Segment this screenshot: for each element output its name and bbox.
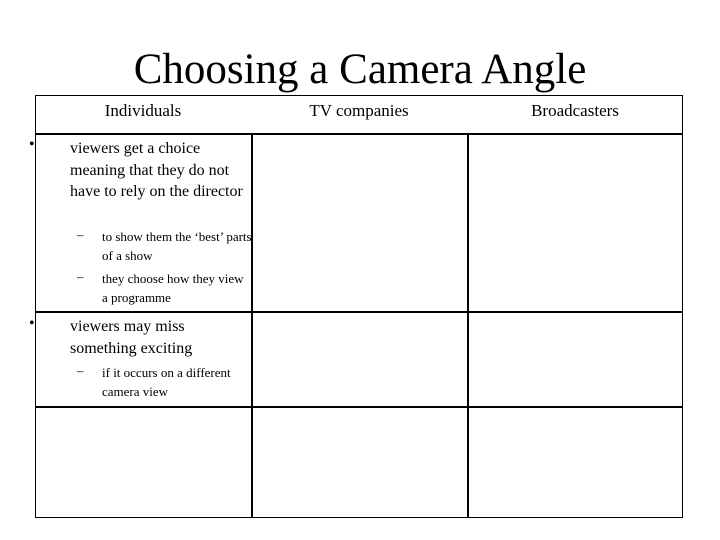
bullet-marker: • <box>29 136 35 153</box>
dash-marker: – <box>77 269 84 284</box>
row-divider-2 <box>35 406 683 408</box>
header-individuals: Individuals <box>104 101 182 120</box>
slide-title: Choosing a Camera Angle <box>133 46 587 93</box>
header-tv-companies: TV companies <box>309 101 409 120</box>
sub-bullet-text: to show them the ‘best’ parts of a show <box>102 229 252 263</box>
bullet-text: viewers may miss something exciting <box>70 318 193 357</box>
row1-individuals-cell <box>29 133 252 311</box>
header-broadcasters: Broadcasters <box>531 101 619 120</box>
bullet-text: viewers get a choice meaning that they do not have to rely on the director <box>70 140 243 200</box>
dash-marker: – <box>77 363 84 378</box>
sub-bullet-text: if it occurs on a different camera view <box>102 365 231 399</box>
comparison-table <box>29 95 685 520</box>
column-divider-2 <box>467 133 469 518</box>
row2-individuals-cell <box>29 311 251 406</box>
sub-bullet-text: they choose how they view a programme <box>102 271 244 305</box>
column-divider-1 <box>251 133 253 518</box>
bullet-marker: • <box>29 315 35 332</box>
dash-marker: – <box>77 227 84 242</box>
